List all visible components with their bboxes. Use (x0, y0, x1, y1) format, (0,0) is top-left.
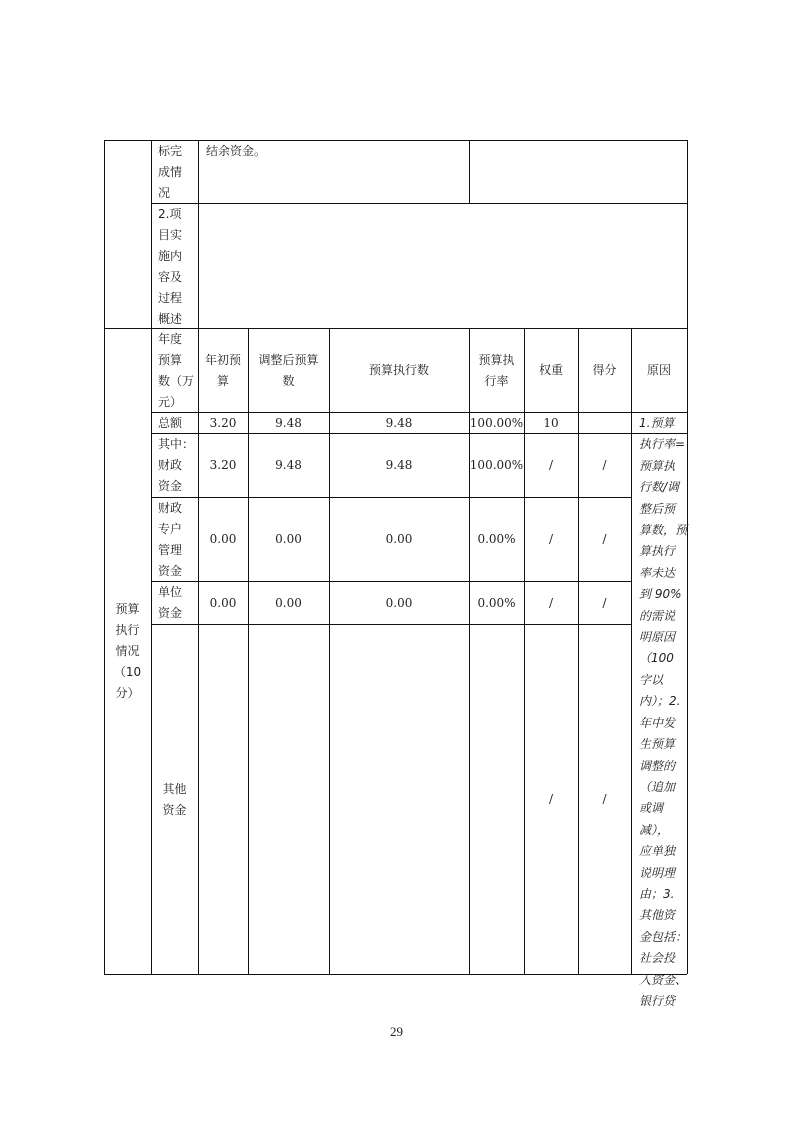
row-special-account-score: / (602, 532, 607, 546)
header-weight: 权重 (538, 363, 563, 377)
row-fiscal-adjusted: 9.48 (275, 458, 302, 472)
row-special-account-weight: / (548, 532, 554, 546)
row-unit-funds-weight: / (548, 595, 554, 610)
header-execution-rate: 预算执 行率 (478, 352, 515, 388)
row-total-adjusted: 9.48 (275, 415, 302, 430)
row-unit-funds-adjusted: 0.00 (275, 595, 302, 610)
budget-execution-section-label: 预算 执行 情况 （10 分） (113, 602, 142, 700)
row-fiscal-score: / (602, 458, 607, 472)
row-total-label: 总额 (158, 416, 183, 430)
header-annual-budget: 年度 预算 数（万 元） (158, 332, 195, 409)
row-unit-funds-rate: 0.00% (477, 595, 516, 610)
row-other-funds-label: 其他 资金 (162, 781, 187, 817)
completion-status-text: 结余资金。 (206, 144, 267, 158)
row-total-weight: 10 (543, 415, 559, 430)
row-unit-funds-label: 单位 资金 (158, 585, 183, 620)
row-fiscal-rate: 100.00% (469, 458, 524, 472)
row-other-funds-score: / (602, 792, 607, 806)
row-fiscal-executed: 9.48 (385, 458, 413, 472)
row-unit-funds-score: / (602, 595, 607, 610)
row-total-initial: 3.20 (209, 415, 237, 430)
row-total-score (578, 413, 631, 433)
completion-status-label: 标完 成情 况 (158, 144, 183, 200)
header-initial-budget: 年初预 算 (204, 352, 241, 388)
header-score: 得分 (592, 363, 617, 377)
row-other-funds-weight: / (548, 792, 554, 806)
row-divider (151, 203, 687, 204)
row-unit-funds-initial: 0.00 (209, 595, 237, 610)
table-border-bottom (104, 974, 687, 975)
row-fiscal-initial: 3.20 (209, 458, 237, 472)
header-adjusted-budget: 调整后预算 数 (258, 352, 319, 388)
row-special-account-rate: 0.00% (477, 532, 516, 546)
row-special-account-adjusted: 0.00 (275, 532, 302, 546)
row-special-account-executed: 0.00 (385, 532, 413, 546)
header-executed-amount: 预算执行数 (368, 363, 429, 377)
header-reason: 原因 (646, 363, 671, 377)
row-total-rate: 100.00% (469, 415, 524, 430)
row-fiscal-weight: / (548, 458, 554, 472)
reason-note: 1.预算 执行率= 预算执 行数/调 整后预 算数，预 算执行 率未达 到 90% 的需说 明原因 （100 字以 内）；2. 年中发 生预算 调整的 （追加 或调减）， 应单独 说明理 由；3. 其他资 金包括： 社会投 入资金、 银行贷 (639, 416, 688, 1008)
row-unit-funds-executed: 0.00 (385, 595, 413, 610)
row-fiscal-label: 其中： 财政 资金 (158, 437, 195, 493)
implementation-summary-label: 2.项 目实 施内 容及 过程 概述 (158, 207, 183, 326)
col-divider (469, 140, 470, 203)
row-special-account-label: 财政 专户 管理 资金 (158, 501, 183, 578)
row-special-account-initial: 0.00 (209, 532, 237, 546)
row-total-executed: 9.48 (385, 415, 413, 430)
page-number: 29 (390, 1024, 403, 1039)
